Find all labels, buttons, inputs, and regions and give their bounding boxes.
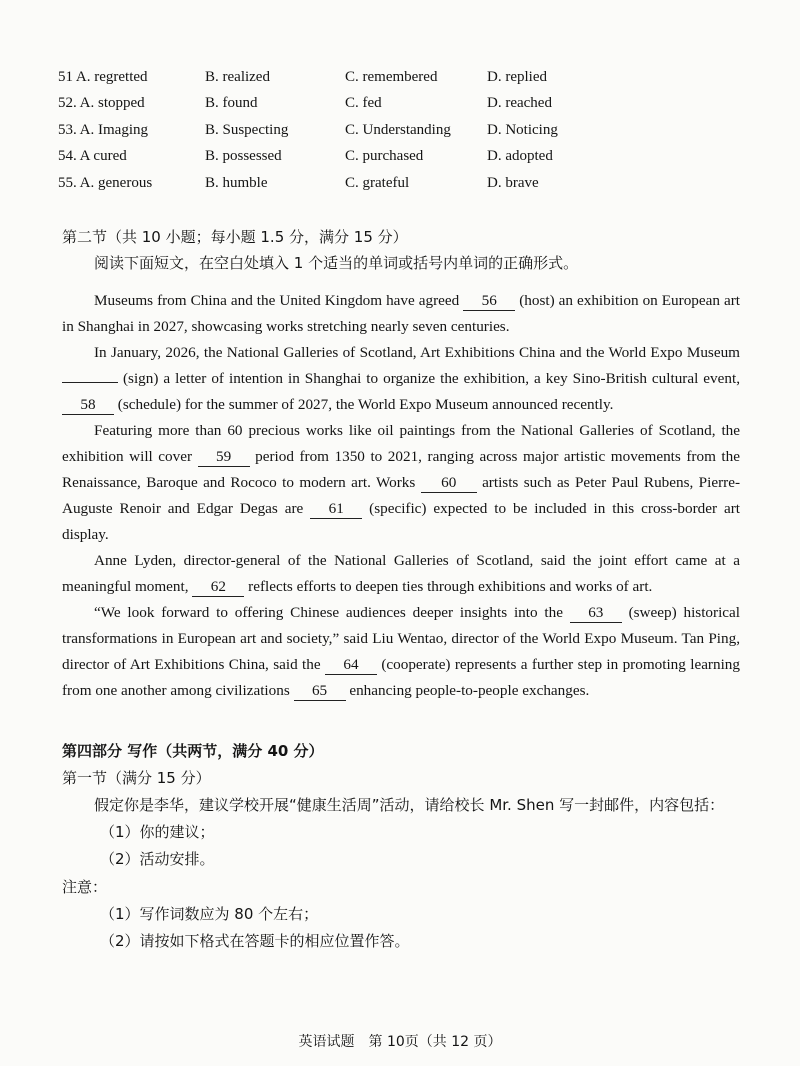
text: period from 1350 to 2021, ranging across major artistic movements from the Renaissance, Baroque and Rococo to modern art. Works [62,448,740,491]
text: (schedule) for the summer of 2027, the World Expo Museum announced recently. [114,396,614,413]
paragraph-3 [62,418,740,548]
paragraph-1 [62,288,740,340]
options-table [58,64,758,197]
blank-58[interactable]: 58 [62,396,114,415]
option-a: 53. A. Imaging [58,121,148,138]
option-c: C. grateful [345,174,410,191]
text: (specific) expected to be included in this cross-border art display. [62,500,741,543]
option-row-53 [58,117,758,144]
option-row-51 [58,64,758,91]
blank-60[interactable]: 60 [421,474,477,493]
option-d: D. replied [487,68,547,85]
text: (sweep) historical transformations in European art and society,” said Liu Wentao, director of the World Expo Museum. Tan Ping, director of Art Exhibitions China, said the [62,604,740,673]
blank-56[interactable]: 56 [463,292,515,311]
blank-63[interactable]: 63 [570,604,622,623]
note-item-1: （1）写作词数应为 80 个左右； [100,905,319,923]
task-item-1: （1）你的建议； [100,823,215,841]
blank-65[interactable]: 65 [294,682,346,701]
paragraph-5 [62,600,740,704]
option-b: B. humble [205,174,268,191]
cloze-passage [62,288,740,704]
text: (cooperate) represents a further step in promoting learning from one another among civilizations [62,656,740,699]
option-a: 54. A cured [58,148,127,165]
note-item-2: （2）请按如下格式在答题卡的相应位置作答。 [100,932,410,950]
text: reflects efforts to deepen ties through exhibitions and works of art. [244,578,653,595]
text: enhancing people-to-people exchanges. [345,682,590,699]
paragraph-2 [62,340,740,418]
option-b: B. Suspecting [205,121,289,138]
option-c: C. purchased [345,148,424,165]
text: In January, 2026, the National Galleries of Scotland, Art Exhibitions China and the World Expo Museum [94,344,740,361]
task-item-2: （2）活动安排。 [100,850,215,868]
writing-task: 假定你是李华，建议学校开展“健康生活周”活动，请给校长 Mr. Shen 写一封邮件，内容包括： [94,796,725,814]
option-row-55 [58,170,758,197]
option-d: D. Noticing [487,121,558,138]
text: artists such as Peter Paul Rubens, Pierre-Auguste Renoir and Edgar Degas are [62,474,740,517]
option-c: C. Understanding [345,121,451,138]
option-row-52 [58,91,758,118]
note-label: 注意： [62,878,108,896]
text: (host) an exhibition on European art in Shanghai in 2027, showcasing works stretching nearly seven centuries. [62,292,740,335]
text: Featuring more than 60 precious works like oil paintings from the National Galleries of Scotland, the exhibition will cover [62,422,740,465]
option-row-54 [58,144,758,171]
part4-title: 第四部分 写作（共两节，满分 40 分） [62,742,324,760]
option-b: B. realized [205,68,270,85]
option-d: D. adopted [487,148,553,165]
blank-59[interactable]: 59 [198,448,250,467]
option-b: B. possessed [205,148,282,165]
blank-57[interactable] [62,382,118,383]
paragraph-4 [62,548,740,600]
text: Anne Lyden, director-general of the National Galleries of Scotland, said the joint effort came at a meaningful moment, [62,552,740,595]
option-c: C. remembered [345,68,438,85]
blank-64[interactable]: 64 [325,656,377,675]
option-a: 51 A. regretted [58,68,148,85]
blank-62[interactable]: 62 [192,578,244,597]
option-c: C. fed [345,95,382,112]
text: “We look forward to offering Chinese audiences deeper insights into the [94,604,570,621]
page-footer: 英语试题 第 10页（共 12 页） [298,1034,502,1050]
option-a: 52. A. stopped [58,95,145,112]
option-d: D. reached [487,95,552,112]
option-b: B. found [205,95,258,112]
section2-instruction: 阅读下面短文，在空白处填入 1 个适当的单词或括号内单词的正确形式。 [94,254,579,272]
section2-title: 第二节（共 10 小题；每小题 1.5 分，满分 15 分） [62,228,408,246]
text: (sign) a letter of intention in Shanghai to organize the exhibition, a key Sino-British cultural event, [118,370,740,387]
option-d: D. brave [487,174,539,191]
text: Museums from China and the United Kingdom have agreed [94,292,464,309]
option-a: 55. A. generous [58,174,153,191]
section1-title: 第一节（满分 15 分） [62,769,211,787]
blank-61[interactable]: 61 [310,500,362,519]
